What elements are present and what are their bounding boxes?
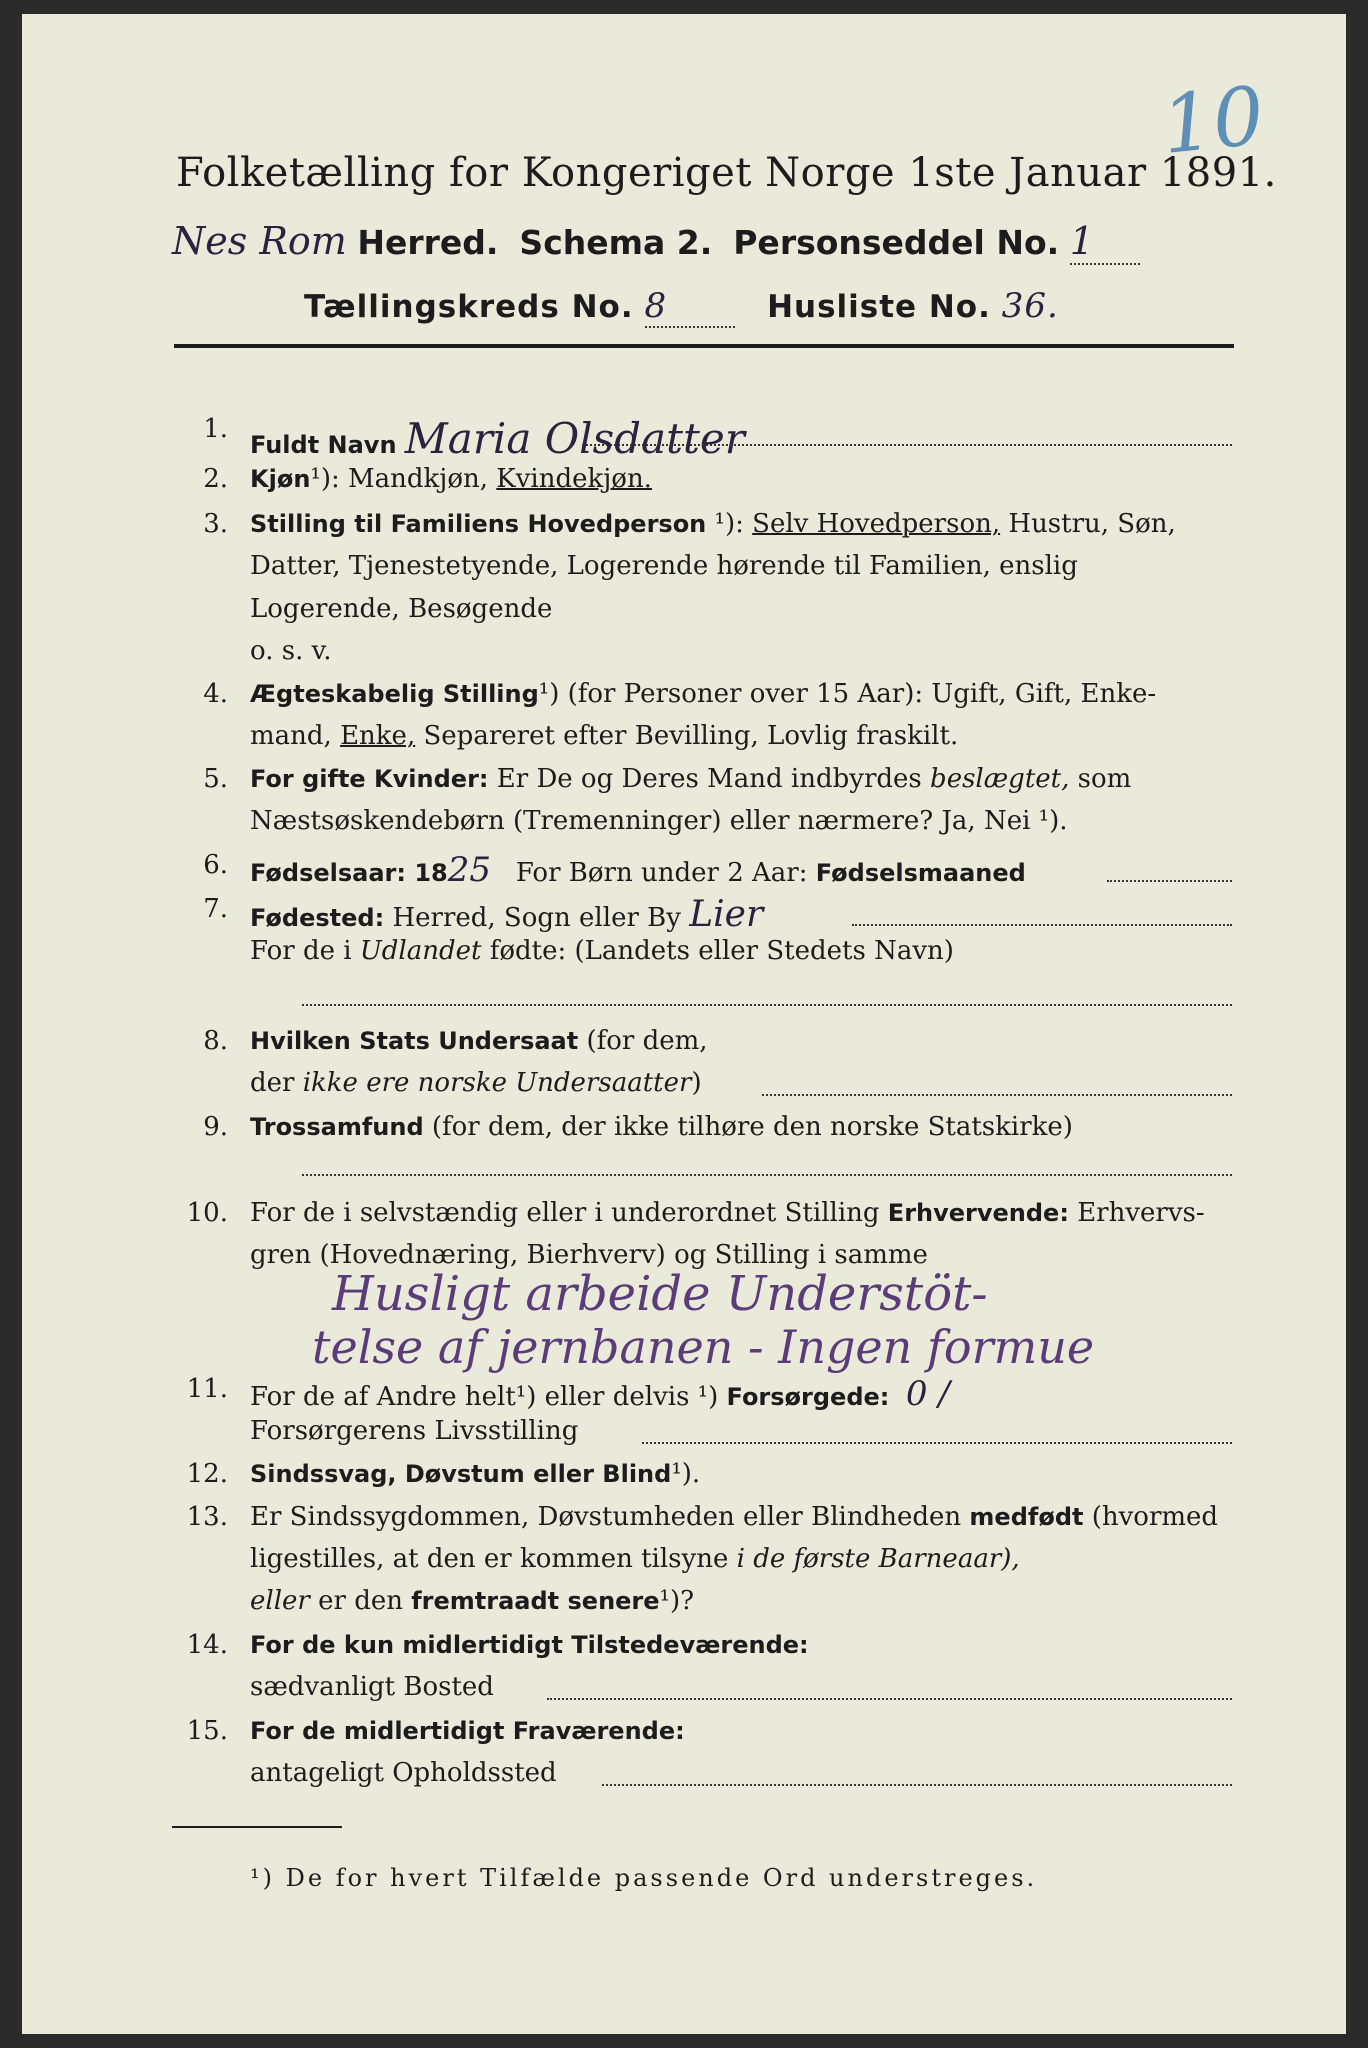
field-number: 12. — [186, 1459, 228, 1489]
field-13-cont2 — [250, 1586, 694, 1616]
option-text: der — [250, 1068, 295, 1098]
field-label: Stilling til Familiens Hovedperson — [250, 510, 707, 538]
field-label: Ægteskabelig Stilling — [250, 680, 539, 708]
field-8-cont: der ikke ere norske Undersaatter) — [250, 1068, 702, 1098]
field-number: 5. — [203, 764, 228, 794]
dotted-line — [852, 924, 1232, 926]
field-label: Kjøn — [250, 465, 311, 493]
footnote-marker: ¹): — [310, 464, 340, 494]
handwritten-mark: 0 / — [905, 1374, 950, 1414]
form-title: Folketælling for Kongeriget Norge 1ste Januar 1891. — [176, 150, 1277, 196]
dotted-line — [582, 444, 1232, 446]
taellingskreds-value: 8 — [645, 286, 735, 328]
birthplace-value: Lier — [689, 894, 764, 935]
option-text: For Børn under 2 Aar: — [515, 858, 808, 888]
field-number: 6. — [203, 850, 228, 880]
field-number: 13. — [186, 1502, 228, 1532]
taellingskreds-line — [304, 286, 1059, 328]
field-label: medfødt — [969, 1503, 1084, 1531]
footnote-marker: ¹) — [538, 679, 560, 709]
option-text: Datter, Tjenestetyende, Logerende hørende til Familien, enslig — [250, 551, 1078, 581]
option-text: Erhvervs- — [1077, 1198, 1205, 1228]
field-label: fremtraadt senere — [411, 1587, 660, 1615]
field-4-cont — [250, 721, 958, 751]
field-number: 3. — [203, 509, 228, 539]
selected-option: Selv Hovedperson, — [752, 509, 1001, 539]
footnote: ¹) De for hvert Tilfælde passende Ord understreges. — [250, 1864, 1038, 1892]
option-text: Næstsøskendebørn (Tremenninger) eller nærmere? Ja, Nei ¹). — [250, 806, 1068, 836]
option-text: Hustru, Søn, — [1008, 509, 1176, 539]
field-label: Forsørgede: — [726, 1383, 890, 1411]
field-number: 11. — [186, 1374, 228, 1404]
field-number: 9. — [203, 1112, 228, 1142]
archive-number-stamp: 10 — [1157, 68, 1269, 173]
option-text: (hvormed — [1091, 1502, 1219, 1532]
field-label: Undersaat — [438, 1027, 579, 1055]
selected-option: Enke, — [340, 721, 416, 751]
option-text: (for dem, der ikke tilhøre den norske Statskirke) — [431, 1112, 1073, 1142]
field-number: 14. — [186, 1630, 228, 1660]
occupation-value-line2: telse af jernbanen - Ingen formue — [312, 1320, 1095, 1374]
option-text: er den — [318, 1586, 403, 1616]
field-number: 1. — [203, 414, 228, 444]
option-text: For de i — [250, 936, 352, 966]
selected-option: Kvindekjøn. — [496, 464, 652, 494]
footnote-marker: ¹): — [714, 509, 744, 539]
option-text: o. s. v. — [250, 636, 332, 666]
dotted-line — [762, 1094, 1232, 1096]
option-text: Separeret efter Bevilling, Lovlig fraskilt. — [423, 721, 959, 751]
field-number: 4. — [203, 679, 228, 709]
option-text: For de af Andre helt¹) eller delvis ¹) — [250, 1382, 719, 1412]
option-text: Herred, Sogn eller By — [392, 903, 681, 933]
herred-line — [172, 219, 1140, 265]
option-text: Forsørgerens Livsstilling — [250, 1416, 579, 1446]
option-text: ligestilles, at den er kommen tilsyne — [250, 1544, 729, 1574]
option-text: Udlandet — [359, 936, 482, 966]
option-text: antageligt Opholdssted — [250, 1758, 557, 1788]
herred-value: Nes Rom — [172, 219, 347, 263]
header-rule — [174, 344, 1234, 348]
field-13-cont — [250, 1544, 1020, 1574]
husliste-value: 36. — [1001, 286, 1059, 326]
personseddel-value: 1 — [1070, 219, 1140, 265]
dotted-line — [642, 1442, 1232, 1444]
footnote-marker: ¹)? — [659, 1586, 695, 1616]
dotted-line — [602, 1784, 1232, 1786]
option-text: gren (Hovednæring, Bierhverv) og Stilling i samme — [250, 1240, 928, 1270]
option-text: i de første Barneaar), — [736, 1544, 1020, 1574]
field-label: For gifte Kvinder: — [250, 765, 489, 793]
husliste-label: Husliste No. — [767, 289, 991, 325]
option-text: beslægtet, — [930, 764, 1070, 794]
option-text: (for Personer over 15 Aar): Ugift, Gift, Enke- — [567, 679, 1157, 709]
option-text: som — [1077, 764, 1132, 794]
option-text: eller — [250, 1586, 310, 1616]
option-text: Er De og Deres Mand indbyrdes — [496, 764, 922, 794]
field-label: Erhvervende: — [887, 1199, 1069, 1227]
option-text: Er Sindssygdommen, Døvstumheden eller Blindheden — [250, 1502, 962, 1532]
field-number: 8. — [203, 1026, 228, 1056]
census-form-page — [22, 14, 1346, 2034]
herred-label: Herred. — [357, 223, 499, 262]
field-label: For de midlertidigt Fraværende: — [250, 1717, 685, 1745]
field-label: Fødested: — [250, 904, 385, 932]
field-label: Sindssvag, Døvstum eller Blind — [250, 1460, 672, 1488]
dotted-line — [547, 1698, 1232, 1700]
option-text: (for dem, — [586, 1026, 708, 1056]
footnote-marker: ¹). — [671, 1459, 701, 1489]
option-text: ikke ere norske Undersaatter — [302, 1068, 692, 1098]
option-text: sædvanligt Bosted — [250, 1672, 494, 1702]
dotted-line — [302, 1004, 1232, 1006]
option-text: fødte: (Landets eller Stedets Navn) — [489, 936, 954, 966]
field-number: 10. — [186, 1198, 228, 1228]
field-7-cont — [250, 936, 954, 966]
birth-year-value: 25 — [447, 850, 492, 890]
schema-label: Schema 2. — [519, 223, 713, 262]
personseddel-label: Personseddel No. — [733, 223, 1060, 262]
field-label: Hvilken Stats — [250, 1027, 430, 1055]
option-text: Mandkjøn, — [348, 464, 488, 494]
option-text: Logerende, Besøgende — [250, 594, 553, 624]
field-label: Fødselsaar: 18 — [250, 859, 448, 887]
taellingskreds-label: Tællingskreds No. — [304, 289, 634, 325]
dotted-line — [1107, 880, 1232, 882]
option-text: mand, — [250, 721, 332, 751]
field-number: 2. — [203, 464, 228, 494]
field-label: Trossamfund — [250, 1113, 424, 1141]
option-text: For de i selvstændig eller i underordnet Stilling — [250, 1198, 880, 1228]
dotted-line — [302, 1174, 1232, 1176]
footnote-rule — [172, 1826, 342, 1828]
field-number: 15. — [186, 1716, 228, 1746]
full-name-value: Maria Olsdatter — [404, 414, 745, 463]
field-number: 7. — [203, 894, 228, 924]
occupation-value-line1: Husligt arbeide Understöt- — [332, 1266, 988, 1322]
field-label: Fødselsmaaned — [815, 859, 1026, 887]
field-label: For de kun midlertidigt Tilstedeværende: — [250, 1631, 809, 1659]
field-label: Fuldt Navn — [250, 431, 397, 459]
